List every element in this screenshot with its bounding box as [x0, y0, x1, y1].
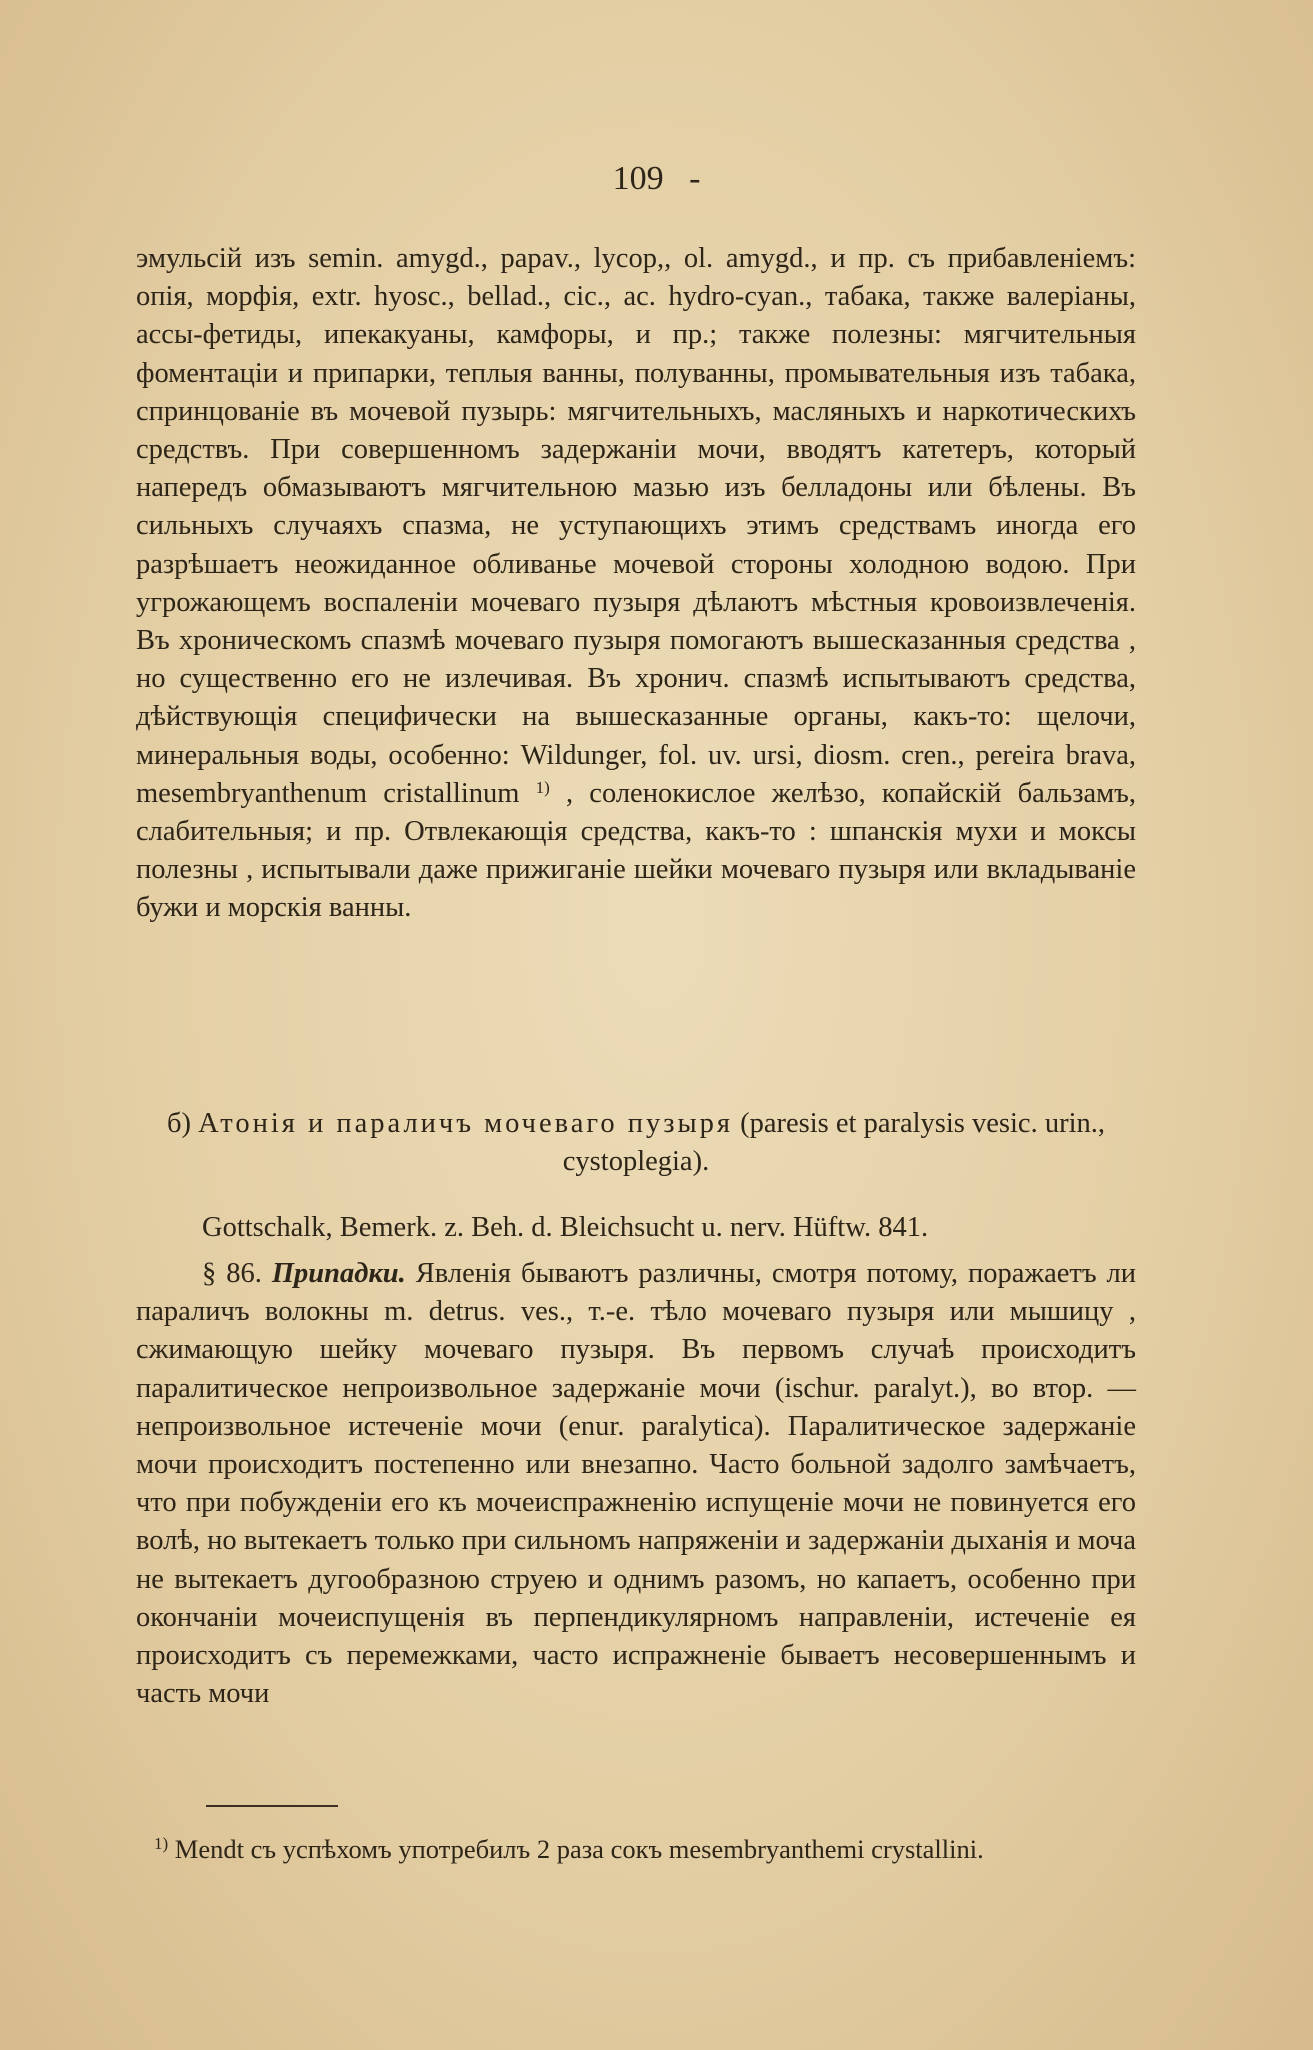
heading-title: Атонія и параличъ мочеваго пузыря — [198, 1108, 734, 1139]
paragraph-continued — [136, 240, 1136, 928]
section-86 — [136, 1255, 1136, 1713]
section-heading — [136, 1105, 1136, 1181]
footnote-separator — [206, 1805, 338, 1807]
footnote — [136, 1830, 1136, 1868]
section-sign: § 86. — [202, 1258, 262, 1289]
heading-letter: б) — [167, 1108, 191, 1139]
footnote-mark: 1) — [154, 1834, 169, 1853]
page-number-value: 109 — [612, 160, 664, 197]
footnote-reference[interactable]: 1) — [535, 777, 550, 797]
paragraph-1-text: эмульсій изъ semin. amygd., papav., lycop,, ol. amygd., и пр. съ прибавленіемъ: опія, морфія, extr. hyosc., bellad., cic., ac. hydro-cyan., табака, также валеріаны, ассы-фетиды, ипекакуаны, камфоры, и пр.; также полезны: мягчительныя фоментаціи и припарки, теплыя ванны, полуванны, промывательныя изъ табака, спринцованіе въ мочевой пузырь: мягчительныхъ, масляныхъ и наркотическихъ средствъ. При совершенномъ задержаніи мочи, вводятъ катетеръ, который напередъ обмазываютъ мягчительною мазью изъ белладоны или бѣлены. Въ сильныхъ случаяхъ спазма, не уступающихъ этимъ средствамъ иногда его разрѣшаетъ неожиданное обливанье мочевой стороны холодною водою. При угрожающемъ воспаленіи мочеваго пузыря дѣлаютъ мѣстныя кровоизвлеченія. Въ хроническомъ спазмѣ мочеваго пузыря помогаютъ вышесказанныя средства , но существенно его не излечивая. Въ хронич. спазмѣ испытываютъ средства, дѣйствующія специфически на вышесказанные органы, какъ-то: щелочи, минеральныя воды, особенно: Wildunger, fol. uv. ursi, diosm. cren., pereira brava, mesembryanthenum cristallinum — [136, 243, 1136, 809]
section-label: Припадки. — [271, 1258, 406, 1289]
footnote-text: Mendt съ успѣхомъ употребилъ 2 раза сокъ mesembryanthemi crystallini. — [174, 1834, 984, 1864]
page-number-mark: - — [689, 160, 701, 197]
paragraph-1-end: , соленокислое желѣзо, копайскій бальзамъ, слабительныя; и пр. Отвлекающія средства, какъ-то : шпанскія мухи и моксы полезны , испытывали даже прижиганіе шейки мочеваго пузыря или вкладываніе бужи и морскія ванны. — [136, 777, 1136, 924]
literature-reference: Gottschalk, Bemerk. z. Beh. d. Bleichsucht u. nerv. Hüftw. 841. — [202, 1212, 929, 1243]
heading-latin: (paresis et paralysis vesic. urin., cystoplegia). — [562, 1108, 1105, 1178]
page-number — [0, 160, 1313, 198]
paragraph-2-text: Явленія бываютъ различны, смотря потому, поражаетъ ли параличъ волокны m. detrus. ves., т.-е. тѣло мочеваго пузыря или мышицу , сжимающую шейку мочеваго пузыря. Въ первомъ случаѣ происходитъ паралитическое непроизвольное задержаніе мочи (ischur. paralyt.), во втор. —непроизвольное истеченіе мочи (enur. paralytica). Паралитическое задержаніе мочи происходитъ постепенно или внезапно. Часто больной задолго замѣчаетъ, что при побужденіи его къ мочеиспражненію испущеніе мочи не повинуется его волѣ, но вытекаетъ только при сильномъ напряженіи и задержаніи дыханія и моча не вытекаетъ дугообразною струею и однимъ разомъ, но капаетъ, особенно при окончаніи мочеиспущенія въ перпендикулярномъ направленіи, истеченіе ея происходитъ съ перемежками, часто испражненіе бываетъ несовершеннымъ и часть мочи — [136, 1258, 1137, 1710]
